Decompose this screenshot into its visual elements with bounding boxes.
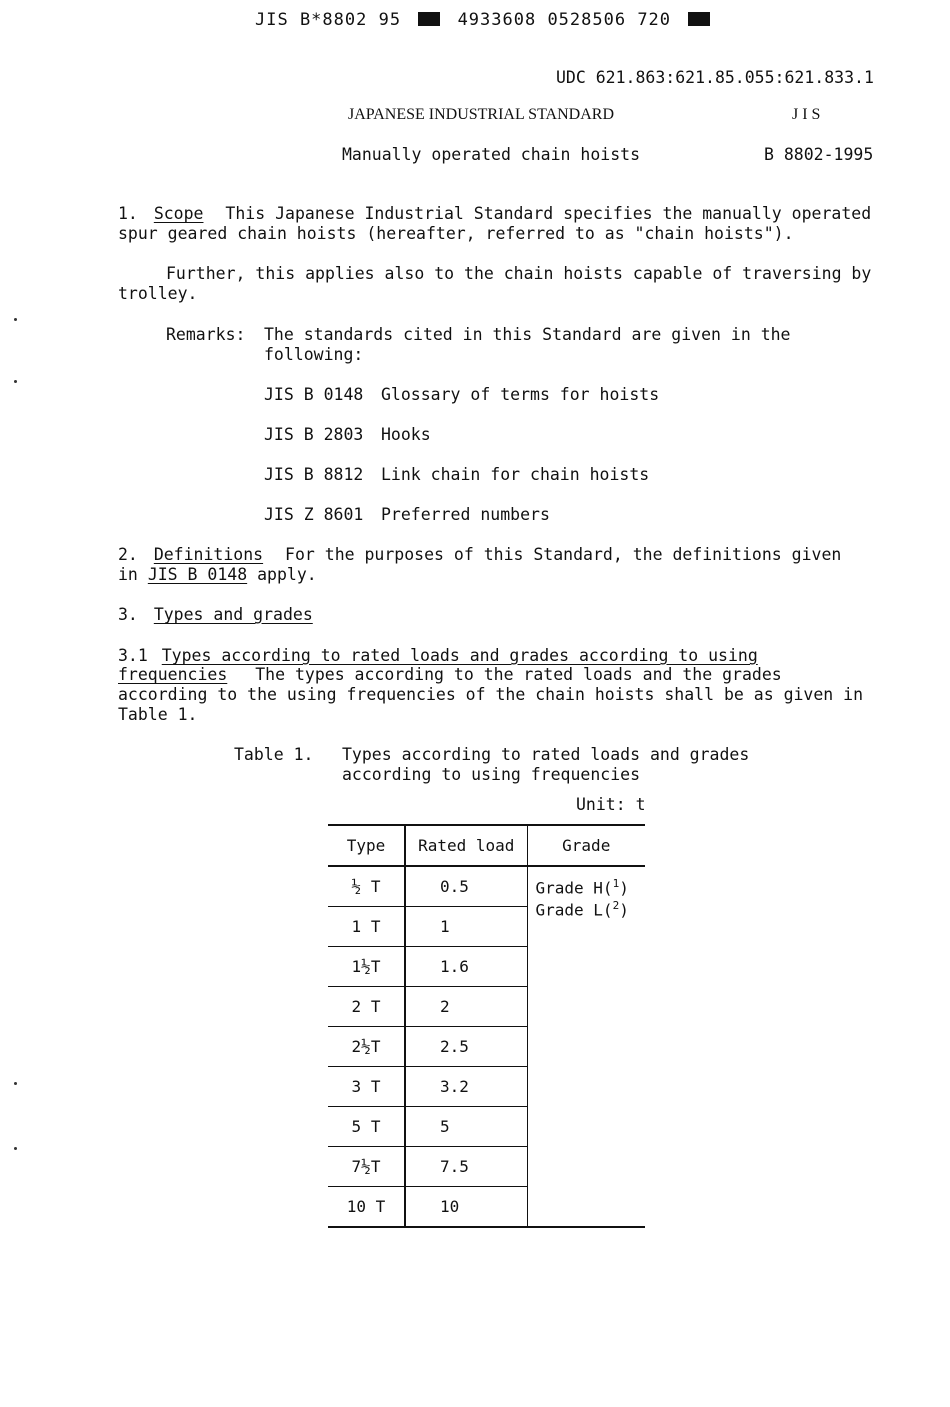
type-cell: 10 T [328, 1187, 405, 1228]
type-cell: 1½T [328, 947, 405, 987]
grade-h-footnote: 1 [612, 877, 620, 890]
type-cell: 2½T [328, 1027, 405, 1067]
grade-l-close: ) [619, 900, 629, 920]
type-cell: 5 T [328, 1107, 405, 1147]
section-3-heading-line [118, 605, 313, 624]
types-grades-table [328, 824, 645, 1228]
rated-load-cell: 2.5 [405, 1027, 527, 1067]
section-1-line-2: spur geared chain hoists (hereafter, referred to as "chain hoists"). [118, 224, 794, 243]
section-2-heading: Definitions [153, 545, 264, 564]
grade-h-label: Grade H( [535, 878, 613, 898]
section-1-text: This Japanese Industrial Standard specifies the manually operated [225, 204, 872, 223]
table-caption-line-2: according to using frequencies [342, 765, 641, 784]
type-cell: 3 T [328, 1067, 405, 1107]
rated-load-cell: 7.5 [405, 1147, 527, 1187]
section-1-paragraph-2-line-1: Further, this applies also to the chain hoists capable of traversing by [166, 264, 872, 283]
reference-title: Preferred numbers [381, 505, 550, 524]
reference-code: JIS B 0148 [264, 385, 364, 404]
reference-code: JIS B 2803 [264, 425, 364, 444]
rated-load-cell: 2 [405, 987, 527, 1027]
jis-label: J I S [792, 106, 821, 123]
section-3-1-number: 3.1 [118, 646, 148, 665]
type-cell: ½ T [328, 866, 405, 907]
grade-l-footnote: 2 [612, 899, 620, 913]
reference-item [264, 425, 431, 444]
rated-load-cell: 5 [405, 1107, 527, 1147]
type-cell: 1 T [328, 907, 405, 947]
reference-code: JIS B 8812 [264, 465, 364, 484]
header-code-left: JIS B*8802 95 [255, 10, 402, 30]
section-2-text-pre: in [118, 565, 148, 584]
header-code-right: 4933608 0528506 720 [457, 10, 672, 30]
column-header-rated-load: Rated load [405, 825, 527, 866]
reference-item [264, 505, 550, 524]
rated-load-cell: 10 [405, 1187, 527, 1228]
grade-h-close: ) [619, 878, 629, 898]
table-unit: Unit: t [576, 795, 646, 814]
rated-load-cell: 1 [405, 907, 527, 947]
scan-speck [14, 380, 17, 383]
section-3-heading: Types and grades [153, 605, 313, 624]
section-3-1-line-1 [118, 646, 758, 665]
type-cell: 7½T [328, 1147, 405, 1187]
section-2-line-1 [118, 545, 841, 564]
column-header-grade: Grade [527, 825, 645, 866]
section-3-1-line-2 [118, 665, 782, 684]
section-2-number: 2. [118, 545, 138, 564]
section-2-reference: JIS B 0148 [147, 565, 248, 584]
document-header-code [255, 10, 716, 30]
grade-h [536, 877, 646, 897]
remarks-line-2: following: [264, 345, 364, 364]
section-3-1-heading-a: Types according to rated loads and grades according to using [161, 646, 758, 665]
grade-l [536, 899, 646, 919]
type-cell: 2 T [328, 987, 405, 1027]
column-header-type: Type [328, 825, 405, 866]
reference-code: JIS Z 8601 [264, 505, 364, 524]
standard-label: JAPANESE INDUSTRIAL STANDARD [348, 106, 614, 123]
rated-load-cell: 0.5 [405, 866, 527, 907]
section-3-number: 3. [118, 605, 138, 624]
section-1-number: 1. [118, 204, 138, 223]
section-2-text: For the purposes of this Standard, the definitions given [285, 545, 842, 564]
table-caption-label: Table 1. [234, 745, 314, 764]
reference-title: Glossary of terms for hoists [381, 385, 660, 404]
reference-item [264, 385, 660, 404]
rated-load-cell: 1.6 [405, 947, 527, 987]
table-caption-line-1: Types according to rated loads and grades [342, 745, 750, 764]
table-header-row [328, 825, 645, 866]
scan-speck [14, 1147, 17, 1150]
section-1-line-1 [118, 204, 871, 223]
section-3-1-line-4: Table 1. [118, 705, 198, 724]
table-row [328, 866, 645, 907]
reference-title: Link chain for chain hoists [381, 465, 650, 484]
section-3-1-line-3: according to the using frequencies of the chain hoists shall be as given in [118, 685, 864, 704]
udc-number: UDC 621.863:621.85.055:621.833.1 [556, 68, 874, 87]
section-1-paragraph-2-line-2: trolley. [118, 284, 198, 303]
section-2-line-2 [118, 565, 317, 584]
grade-cell [527, 866, 645, 1227]
remarks-line-1: The standards cited in this Standard are given in the [264, 325, 791, 344]
scan-speck [14, 1082, 17, 1085]
rated-load-cell: 3.2 [405, 1067, 527, 1107]
barcode-block-icon [688, 12, 710, 26]
standard-number: B 8802-1995 [764, 145, 874, 164]
barcode-block-icon [418, 12, 440, 26]
section-3-1-text: The types according to the rated loads and the grades [255, 665, 782, 684]
reference-title: Hooks [381, 425, 431, 444]
grade-l-label: Grade L( [535, 900, 613, 920]
section-2-text-post: apply. [247, 565, 317, 584]
section-3-1-heading-b: frequencies [118, 665, 228, 684]
remarks-label: Remarks: [166, 325, 246, 344]
reference-item [264, 465, 650, 484]
section-1-heading: Scope [153, 204, 204, 223]
document-title: Manually operated chain hoists [342, 145, 641, 164]
scan-speck [14, 318, 17, 321]
